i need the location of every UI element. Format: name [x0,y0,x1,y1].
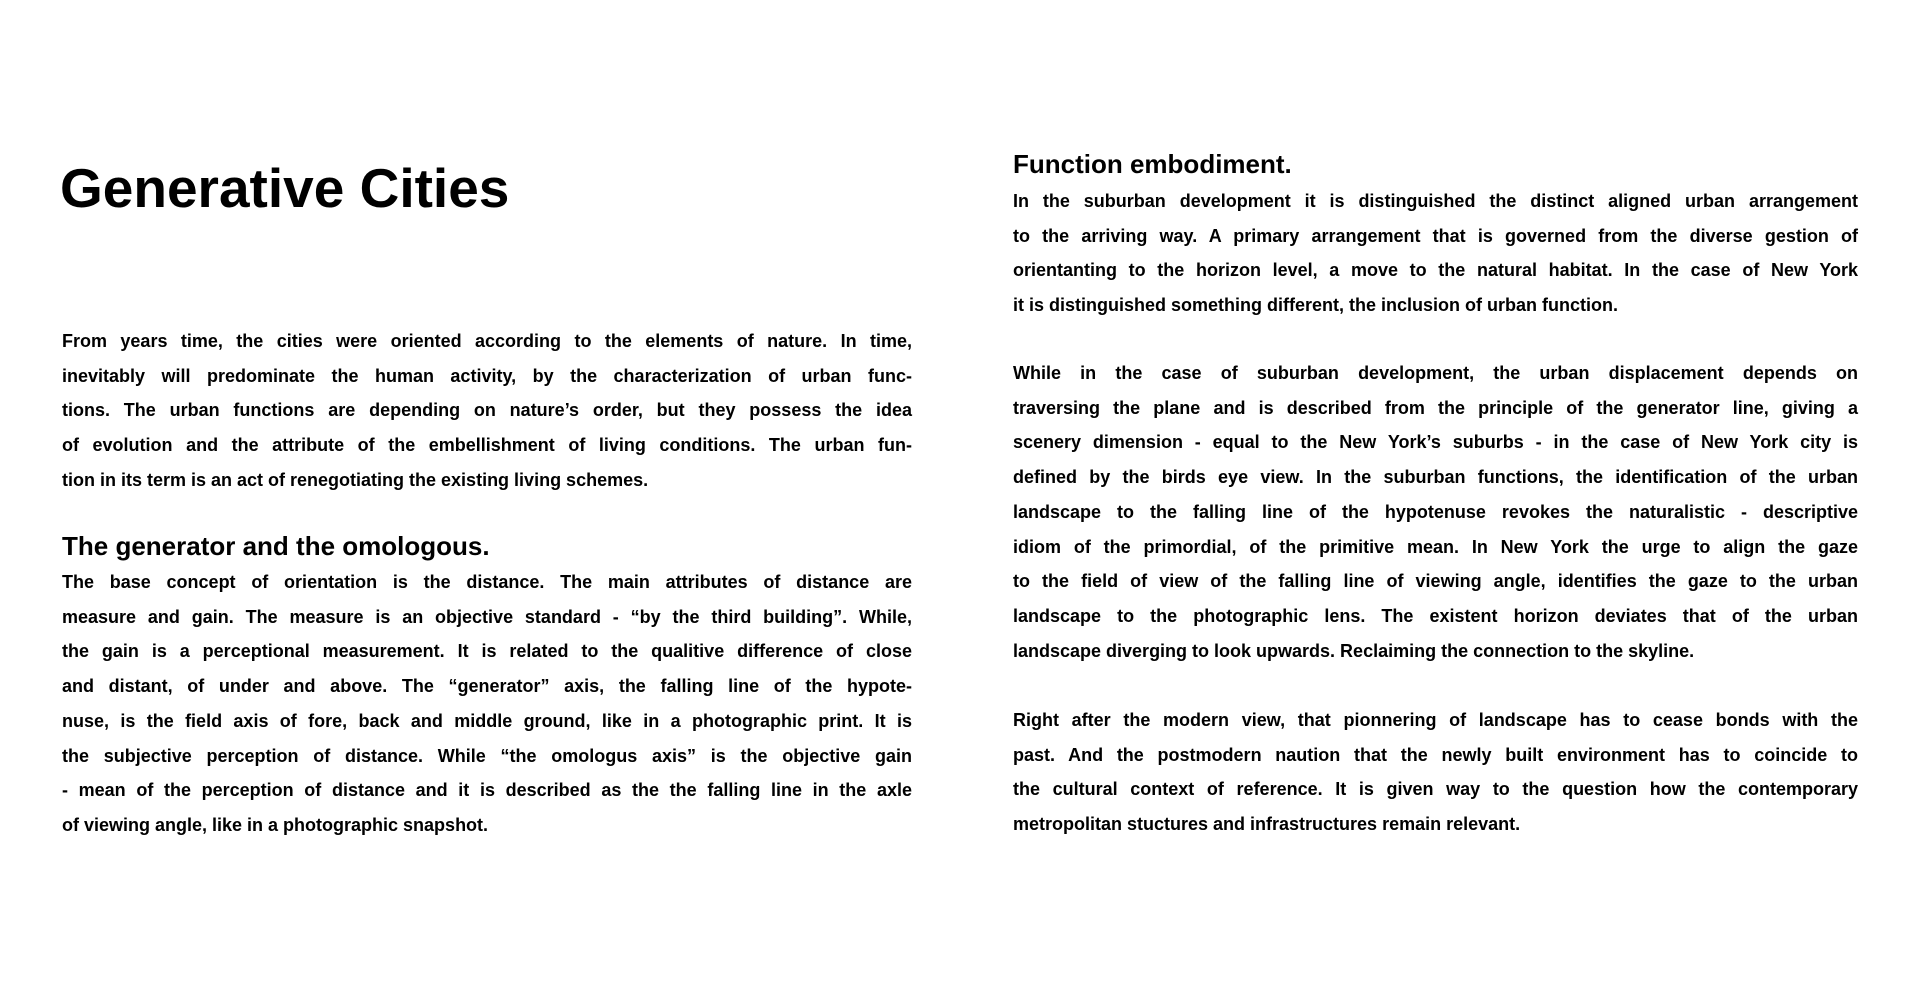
function-paragraph-1 [1013,184,1858,323]
text-line: measure and gain. The measure is an objective standard - “by the third building”. While, [62,606,912,627]
text-line: - mean of the perception of distance and it is described as the the falling line in the axle [62,780,912,801]
text-line: traversing the plane and is described from the principle of the generator line, giving a [1013,397,1858,418]
page-title: Generative Cities [60,157,510,219]
text-line: the cultural context of reference. It is given way to the question how the contemporary [1013,779,1858,800]
text-line: of evolution and the attribute of the embellishment of living conditions. The urban fun- [62,435,912,456]
text-line: the subjective perception of distance. While “the omologus axis” is the objective gain [62,745,912,766]
text-line: landscape to the photographic lens. The existent horizon deviates that of the urban [1013,605,1858,626]
text-line: metropolitan stuctures and infrastructures remain relevant. [1013,814,1521,835]
function-paragraph-3 [1013,703,1858,842]
text-line: orientanting to the horizon level, a move to the natural habitat. In the case of New York [1013,260,1858,281]
text-line: to the field of view of the falling line of viewing angle, identifies the gaze to the urban [1013,571,1858,592]
text-line: landscape to the falling line of the hypotenuse revokes the naturalistic - descriptive [1013,501,1858,522]
text-line: past. And the postmodern naution that the newly built environment has to coincide to [1013,744,1858,765]
text-line: it is distinguished something different, the inclusion of urban function. [1013,295,1618,316]
text-line: inevitably will predominate the human activity, by the characterization of urban func- [62,365,912,386]
text-line: of viewing angle, like in a photographic snapshot. [62,814,489,835]
text-line: tion in its term is an act of renegotiating the existing living schemes. [62,469,649,490]
text-line: idiom of the primordial, of the primitive mean. In New York the urge to align the gaze [1013,536,1858,557]
generator-paragraph [62,565,912,843]
function-paragraph-2 [1013,356,1858,668]
text-line: While in the case of suburban development, the urban displacement depends on [1013,363,1858,383]
text-line: The base concept of orientation is the distance. The main attributes of distance are [62,572,912,592]
text-line: to the arriving way. A primary arrangement that is governed from the diverse gestion of [1013,225,1858,246]
text-line: tions. The urban functions are depending on nature’s order, but they possess the idea [62,400,912,421]
section-heading-function: Function embodiment. [1013,149,1292,179]
text-line: the gain is a perceptional measurement. It is related to the qualitive difference of close [62,641,912,662]
text-line: landscape diverging to look upwards. Reclaiming the connection to the skyline. [1013,640,1695,661]
section-heading-generator: The generator and the omologous. [62,531,490,561]
text-line: Right after the modern view, that pionnering of landscape has to cease bonds with the [1013,710,1858,730]
text-line: In the suburban development it is distinguished the distinct aligned urban arrangement [1013,191,1858,211]
intro-paragraph [62,324,912,498]
text-line: scenery dimension - equal to the New York’s suburbs - in the case of New York city is [1013,432,1858,453]
text-line: nuse, is the field axis of fore, back and middle ground, like in a photographic print. It is [62,710,912,731]
text-line: and distant, of under and above. The “generator” axis, the falling line of the hypote- [62,676,912,697]
text-line: defined by the birds eye view. In the suburban functions, the identification of the urban [1013,467,1858,488]
text-line: From years time, the cities were oriented according to the elements of nature. In time, [62,331,912,351]
